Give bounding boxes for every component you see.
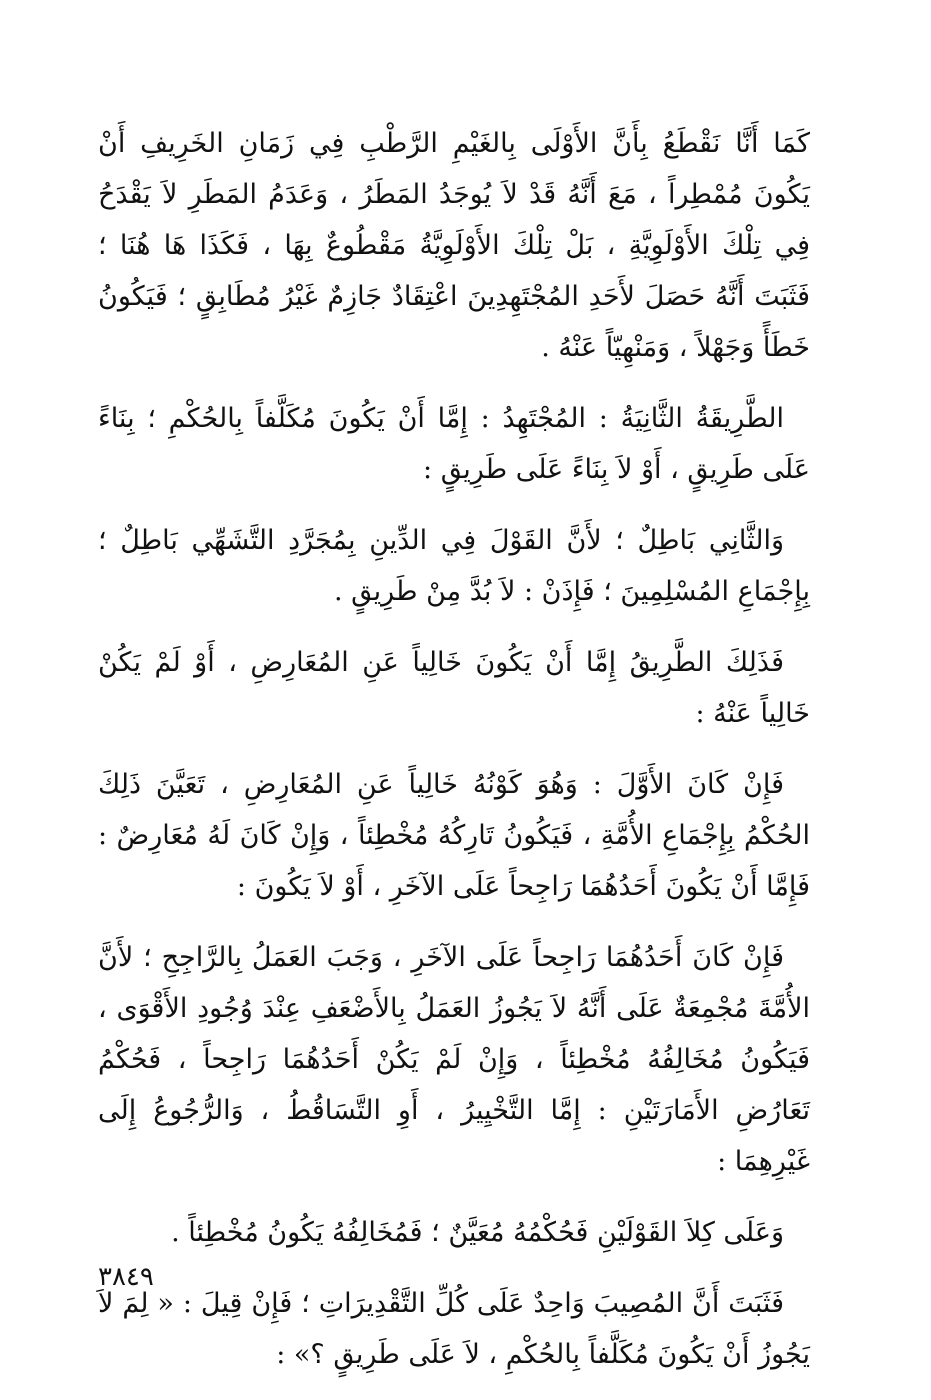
- page-number: ٣٨٤٩: [98, 1262, 154, 1292]
- paragraph-8: فَثَبَتَ أَنَّ المُصِيبَ وَاحِدٌ عَلَى كُلِّ التَّقْدِيرَاتِ ؛ فَإِنْ قِيلَ : « لِمَ لاَ يَجُوزُ أَنْ يَكُونَ مُكَلَّفاً بِالحُكْمِ ، لاَ عَلَى طَرِيقٍ ؟» :: [98, 1288, 810, 1370]
- paragraph-4: فَذَلِكَ الطَّرِيقُ إِمَّا أَنْ يَكُونَ خَالِياً عَنِ المُعَارِضِ ، أَوْ لَمْ يَكُنْ خَالِياً عَنْهُ :: [98, 647, 810, 729]
- paragraph-1: كَمَا أَنَّا نَقْطَعُ بِأَنَّ الأَوْلَى بِالغَيْمِ الرَّطْبِ فِي زَمَانِ الخَرِيفِ أَنْ يَكُونَ مُمْطِراً ، مَعَ أَنَّهُ قَدْ لاَ يُوجَدُ المَطَرُ ، وَعَدَمُ المَطَرِ لاَ يَقْدَحُ فِي تِلْكَ الأَوْلَوِيَّةِ ، بَلْ تِلْكَ الأَوْلَوِيَّةُ مَقْطُوعٌ بِهَا ، فَكَذَا هَا هُنَا ؛ فَثَبَتَ أَنَّهُ حَصَلَ لأَحَدِ المُجْتَهِدِينَ اعْتِقَادٌ جَازِمٌ غَيْرُ مُطَابِقٍ ؛ فَيَكُونُ خَطَأً وَجَهْلاً ، وَمَنْهِيّاً عَنْهُ .: [98, 128, 810, 363]
- paragraph-6: فَإِنْ كَانَ أَحَدُهُمَا رَاجِحاً عَلَى الآخَرِ ، وَجَبَ العَمَلُ بِالرَّاجِحِ ؛ لأَنَّ الأُمَّةَ مُجْمِعَةٌ عَلَى أَنَّهُ لاَ يَجُوزُ العَمَلُ بِالأَضْعَفِ عِنْدَ وُجُودِ الأَقْوَى ، فَيَكُونُ مُخَالِفُهُ مُخْطِئاً ، وَإِنْ لَمْ يَكُنْ أَحَدُهُمَا رَاجِحاً ، فَحُكْمُ تَعَارُضِ الأَمَارَتَيْنِ : إِمَّا التَّخْيِيرُ ، أَوِ التَّسَاقُطُ ، وَالرُّجُوعُ إِلَى غَيْرِهِمَا :: [98, 942, 810, 1177]
- paragraph-5: فَإِنْ كَانَ الأَوَّلَ : وَهُوَ كَوْنُهُ خَالِياً عَنِ المُعَارِضِ ، تَعَيَّنَ ذَلِكَ الحُكْمُ بِإِجْمَاعِ الأُمَّةِ ، فَيَكُونُ تَارِكُهُ مُخْطِئاً ، وَإِنْ كَانَ لَهُ مُعَارِضٌ : فَإِمَّا أَنْ يَكُونَ أَحَدُهُمَا رَاجِحاً عَلَى الآخَرِ ، أَوْ لاَ يَكُونَ :: [98, 769, 810, 902]
- paragraph-3: وَالثَّانِي بَاطِلٌ ؛ لأَنَّ القَوْلَ فِي الدِّينِ بِمُجَرَّدِ التَّشَهِّي بَاطِلٌ ؛ بِإِجْمَاعِ المُسْلِمِينَ ؛ فَإِذَنْ : لاَ بُدَّ مِنْ طَرِيقٍ .: [98, 525, 810, 607]
- paragraph-2: الطَّرِيقَةُ الثَّانِيَةُ : المُجْتَهِدُ : إِمَّا أَنْ يَكُونَ مُكَلَّفاً بِالحُكْمِ ؛ بِنَاءً عَلَى طَرِيقٍ ، أَوْ لاَ بِنَاءً عَلَى طَرِيقٍ :: [98, 403, 810, 485]
- body-text: [98, 118, 810, 1400]
- paragraph-7: وَعَلَى كِلاَ القَوْلَيْنِ فَحُكْمُهُ مُعَيَّنٌ ؛ فَمُخَالِفُهُ يَكُونُ مُخْطِئاً .: [171, 1217, 784, 1248]
